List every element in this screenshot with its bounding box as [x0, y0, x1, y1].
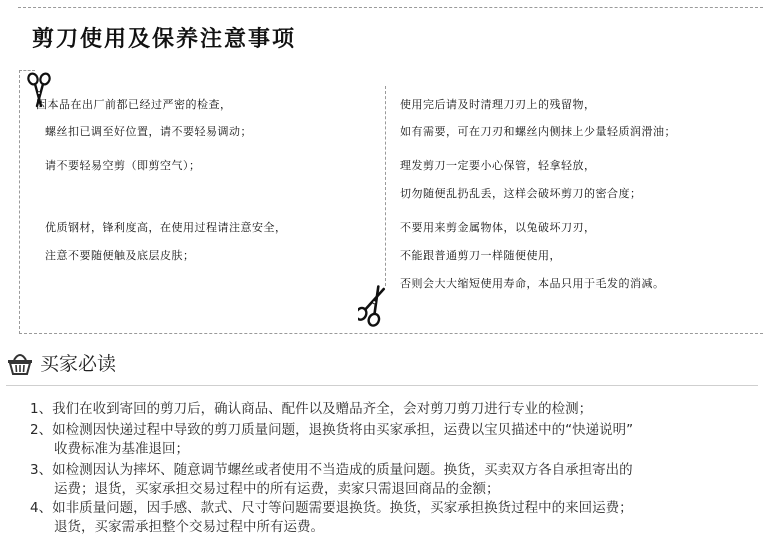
buyer-notice-title: 买家必读: [40, 353, 117, 375]
care-clause: 不能跟普通剪刀一样随便使用，: [400, 249, 561, 262]
care-clause: 请不要轻易空剪（即剪空气）；: [45, 159, 201, 172]
care-clause: 优质钢材，锋利度高，在使用过程请注意安全，: [45, 221, 287, 234]
buyer-notice-line: 1、我们在收到寄回的剪刀后，确认商品、配件以及赠品齐全，会对剪刀剪刀进行专业的检测；: [30, 401, 593, 417]
care-clause: 理发剪刀一定要小心保管，轻拿轻放，: [400, 159, 596, 172]
care-clause: 如有需要，可在刀刃和螺丝内侧抹上少量轻质润滑油；: [400, 125, 676, 138]
care-clause: 因本品在出厂前都已经过严密的检查，: [36, 98, 232, 111]
top-dashed-divider: [18, 7, 763, 8]
buyer-notice-header: [6, 349, 116, 376]
shopping-basket-icon: [6, 350, 34, 376]
buyer-notice-line: 2、如检测因快递过程中导致的剪刀质量问题，退换货将由买家承担，运费以宝贝描述中的“快递说明”: [30, 422, 634, 438]
care-clause: 切勿随便乱扔乱丢，这样会破坏剪刀的密合度；: [400, 187, 642, 200]
buyer-notice-line: 退货，买家需承担整个交易过程中所有运费。: [54, 519, 324, 535]
buyer-notice-line: 收费标准为基准退回；: [54, 441, 189, 457]
care-clause: 否则会大大缩短使用寿命，本品只用于毛发的消减。: [400, 277, 665, 290]
cut-line-top-segment: [19, 70, 35, 71]
column-divider: [385, 86, 386, 286]
care-clause: 不要用来剪金属物体，以兔破坏刀刃，: [400, 221, 596, 234]
buyer-notice-line: 3、如检测因认为摔坏、随意调节螺丝或者使用不当造成的质量问题。换货，买卖双方各自承担寄出的: [30, 462, 633, 478]
buyer-notice-divider: [6, 385, 758, 386]
care-clause: 注意不要随便触及底层皮肤；: [45, 249, 195, 262]
care-clause: 使用完后请及时清理刀刃上的残留物，: [400, 98, 596, 111]
buyer-notice-line: 4、如非质量问题，因手感、款式、尺寸等问题需要退换货。换货，买家承担换货过程中的来回运费；: [30, 500, 633, 516]
care-clause: 螺丝扣已调至好位置，请不要轻易调动；: [45, 125, 252, 138]
scissors-icon: [358, 283, 388, 327]
buyer-notice-line: 运费；退货，买家承担交易过程中的所有运费，卖家只需退回商品的金额；: [54, 481, 500, 497]
care-title: 剪刀使用及保养注意事项: [32, 26, 297, 52]
